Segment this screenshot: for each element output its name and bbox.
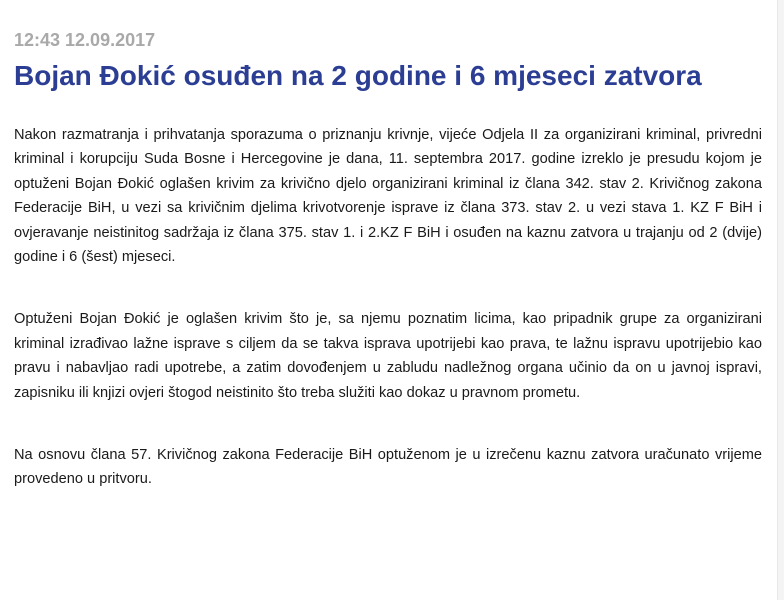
article-timestamp: 12:43 12.09.2017 [14, 30, 156, 50]
article-paragraph-1: Nakon razmatranja i prihvatanja sporazuma o priznanju krivnje, vijeće Odjela II za organizirani kriminal, privredni kriminal i korupciju Suda Bosne i Hercegovine je dana, 11. septembra 2017. godine izreklo je presudu kojom je optuženi Bojan Đokić oglašen krivim za krivično djelo organizirani kriminal iz člana 342. stav 2. Krivičnog zakona Federacije BiH, u vezi sa krivičnim djelima krivotvorenje isprave iz člana 373. stav 2. u vezi stava 1. KZ F BiH i ovjeravanje neistinitog sadržaja iz člana 375. stav 1. i 2.KZ F BiH i osuđen na kaznu zatvora u trajanju od 2 (dvije) godine i 6 (šest) mjeseci. [14, 127, 762, 266]
article-paragraph-2: Optuženi Bojan Đokić je oglašen krivim što je, sa njemu poznatim licima, kao pripadnik grupe za organizirani kriminal izrađivao lažne isprave s ciljem da se takva isprava upotrijebi kao prava, te lažnu ispravu upotrijebio kao pravu i nabavljao radi upotrebe, a zatim dovođenjem u zabludu nadležnog organa učinio da on u javnoj ispravi, zapisniku ili knjizi ovjeri štogod neistinito što treba služiti kao dokaz u pravnom prometu. [14, 311, 762, 401]
article [14, 0, 774, 530]
article-body [14, 123, 774, 492]
article-paragraph-3: Na osnovu člana 57. Krivičnog zakona Federacije BiH optuženom je u izrečenu kaznu zatvora uračunato vrijeme provedeno u pritvoru. [14, 447, 762, 488]
vertical-scrollbar[interactable] [777, 0, 784, 600]
article-title: Bojan Đokić osuđen na 2 godine i 6 mjeseci zatvora [14, 60, 702, 91]
